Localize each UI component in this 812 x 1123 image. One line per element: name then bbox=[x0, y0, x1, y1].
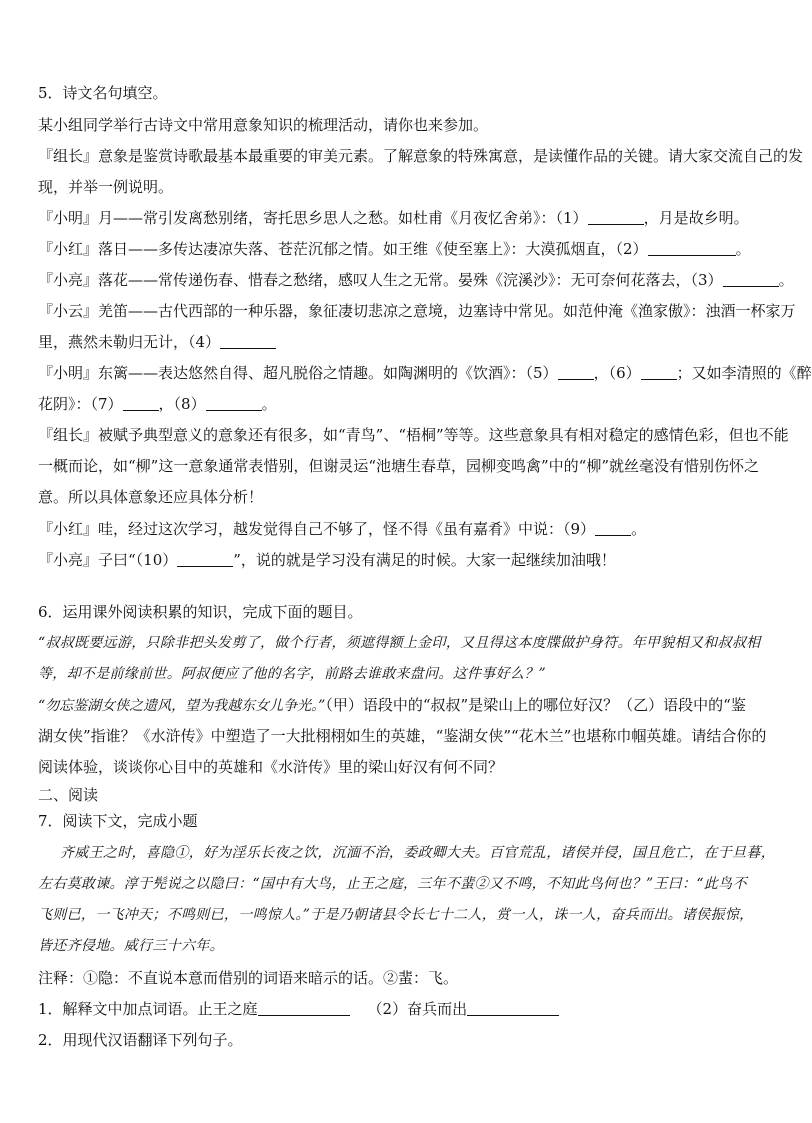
q5-line-xiaohong-sunset: 『小红』落日——多传达凄凉失落、苍茫沉郁之情。如王维《使至塞上》：大漠孤烟直，（2） 。 bbox=[38, 240, 751, 258]
q5-line-leader-2: 现，并举一例说明。 bbox=[38, 178, 174, 196]
q7-title: 7．阅读下文，完成小题 bbox=[38, 812, 198, 830]
q6-quote-a-1: “叔叔既要远游，只除非把头发剪了，做个行者，须遮得额上金印，又且得这本度牒做护身符。年甲貌相又和叔叔相 bbox=[38, 635, 761, 651]
q6-quote-b-line: “勿忘鉴湖女侠之遗风，望为我越东女儿争光。”（甲）语段中的“叔叔”是梁山上的哪位好汉？（乙）语段中的“鉴 bbox=[38, 696, 746, 714]
q5-line-leader-summary-2: 一概而论，如“柳”这一意象通常表惜别，但谢灵运“池塘生春草，园柳变鸣禽”中的“柳”就丝毫没有惜别伤怀之 bbox=[38, 457, 760, 475]
q5-line-xiaoliang-flower: 『小亮』落花——常传递伤春、惜春之愁绪，感叹人生之无常。晏殊《浣溪沙》：无可奈何花落去，（3） 。 bbox=[38, 271, 794, 289]
blank-3[interactable] bbox=[723, 272, 779, 287]
q7-sub1: 1．解释文中加点词语。止王之庭 （2）奋兵而出 bbox=[38, 1000, 760, 1018]
q6-line-4: 阅读体验，谈谈你心目中的英雄和《水浒传》里的梁山好汉有何不同？ bbox=[38, 758, 504, 776]
blank-7[interactable] bbox=[123, 396, 159, 411]
q5-line-xiaoyun-1: 『小云』羌笛——古代西部的一种乐器，象征凄切悲凉之意境，边塞诗中常见。如范仲淹《渔家傲》：浊酒一杯家万 bbox=[38, 302, 796, 320]
q7-notes: 注释：①隐：不直说本意而借别的词语来暗示的话。②蜚：飞。 bbox=[38, 969, 459, 987]
q5-line-leader-summary-1: 『组长』被赋予典型意义的意象还有很多，如“青鸟”、“梧桐”等等。这些意象具有相对稳定的感情色彩，但也不能 bbox=[38, 426, 789, 444]
q7-passage-2: 左右莫敢谏。淳于髡说之以隐曰：“国中有大鸟，止王之庭，三年不蜚②又不鸣，不知此鸟何也？”王曰：“此鸟不 bbox=[38, 876, 747, 892]
q5-line-xiaoming-moon: 『小明』月——常引发离愁别绪，寄托思乡思人之愁。如杜甫《月夜忆舍弟》：（1） ，月是故乡明。 bbox=[38, 209, 749, 227]
q5-line-xiaoliang-confucius: 『小亮』子曰“（10） ”，说的就是学习没有满足的时候。大家一起继续加油哦！ bbox=[38, 551, 616, 569]
blank-5[interactable] bbox=[558, 365, 594, 380]
q7-passage-1: 齐威王之时，喜隐①，好为淫乐长夜之饮，沉湎不治，委政卿大夫。百官荒乱，诸侯并侵，国且危亡，在于旦暮， bbox=[60, 845, 775, 861]
q5-line-leader-1: 『组长』意象是鉴赏诗歌最基本最重要的审美元素。了解意象的特殊寓意，是读懂作品的关键。请大家交流自己的发 bbox=[38, 147, 804, 165]
q7-passage-4: 皆还齐侵地。威行三十六年。 bbox=[38, 938, 224, 954]
blank-9[interactable] bbox=[595, 521, 631, 536]
blank-q7-1[interactable] bbox=[258, 1001, 350, 1016]
blank-6[interactable] bbox=[641, 365, 677, 380]
q5-title: 5．诗文名句填空。 bbox=[38, 84, 168, 102]
q6-title: 6．运用课外阅读积累的知识，完成下面的题目。 bbox=[38, 603, 363, 621]
section-heading: 二、阅读 bbox=[38, 786, 99, 804]
blank-q7-2[interactable] bbox=[467, 1001, 559, 1016]
q5-line-leader-summary-3: 意。所以具体意象还应具体分析！ bbox=[38, 488, 264, 506]
blank-8[interactable] bbox=[206, 396, 262, 411]
q5-line-xiaoyun-2: 里，燕然未勒归无计，（4） bbox=[38, 333, 760, 351]
q5-line-xiaohong-study: 『小红』哇，经过这次学习，越发觉得自己不够了，怪不得《虽有嘉肴》中说：（9） 。 bbox=[38, 520, 647, 538]
q7-passage-3: 飞则已，一飞冲天；不鸣则已，一鸣惊人。”于是乃朝诸县令长七十二人，赏一人，诛一人，奋兵而出。诸侯振惊， bbox=[38, 907, 754, 923]
q5-line-xiaoming-fence-1: 『小明』东篱——表达悠然自得、超凡脱俗之情趣。如陶渊明的《饮酒》：（5） ，（6） ；又如李清照的《醉 bbox=[38, 364, 812, 382]
q6-quote-a-2: 等，却不是前缘前世。阿叔便应了他的名字，前路去谁敢来盘问。这件事好么？” bbox=[38, 666, 546, 682]
blank-2[interactable] bbox=[648, 241, 736, 256]
q6-quote-b: “勿忘鉴湖女侠之遗风，望为我越东女儿争光。” bbox=[38, 698, 326, 714]
blank-4[interactable] bbox=[220, 334, 276, 349]
q5-intro: 某小组同学举行古诗文中常用意象知识的梳理活动，请你也来参加。 bbox=[38, 116, 489, 134]
q5-line-xiaoming-fence-2: 花阴》：（7） ，（8） 。 bbox=[38, 395, 277, 413]
blank-1[interactable] bbox=[588, 210, 644, 225]
q6-line-3: 湖女侠”指谁？《水浒传》中塑造了一大批栩栩如生的英雄，“鉴湖女侠”“花木兰”也堪称巾帼英雄。请结合你的 bbox=[38, 727, 767, 745]
blank-10[interactable] bbox=[177, 552, 233, 567]
q7-sub2: 2．用现代汉语翻译下列句子。 bbox=[38, 1031, 243, 1049]
